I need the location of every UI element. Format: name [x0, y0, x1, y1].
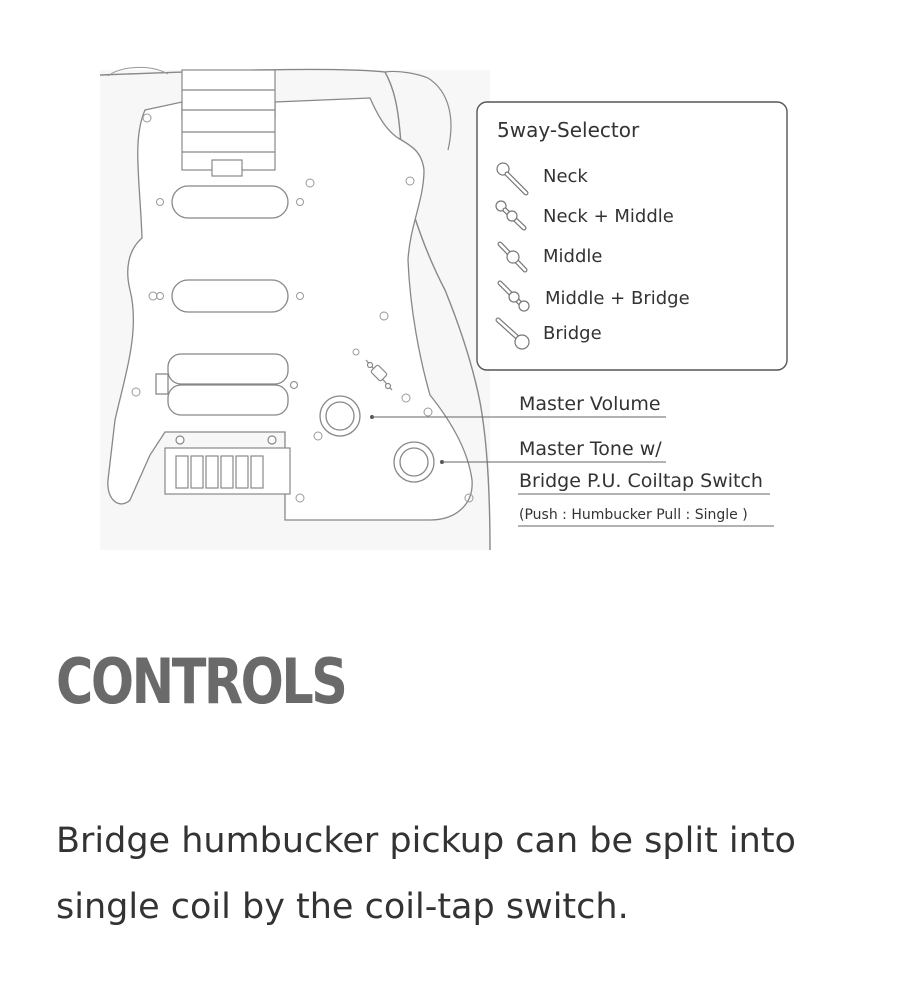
tone-knob [394, 442, 434, 482]
selector-position-bridge: Bridge [543, 323, 602, 344]
section-description: Bridge humbucker pickup can be split into single coil by the coil-tap switch. [56, 821, 796, 927]
selector-position-middle-bridge: Middle + Bridge [545, 288, 690, 309]
volume-knob [320, 396, 360, 436]
neck-pickup [172, 186, 288, 218]
coiltap-switch-label: Bridge P.U. Coiltap Switch [519, 470, 763, 492]
selector-position-neck-middle: Neck + Middle [543, 206, 674, 227]
guitar-neck [182, 70, 275, 176]
master-tone-label: Master Tone w/ [519, 438, 662, 460]
master-volume-label: Master Volume [519, 393, 661, 415]
section-heading: CONTROLS [56, 645, 346, 718]
selector-title: 5way-Selector [497, 118, 640, 142]
selector-position-neck: Neck [543, 166, 588, 187]
middle-pickup [172, 280, 288, 312]
selector-legend-box [477, 102, 787, 370]
push-pull-note: (Push : Humbucker Pull : Single ) [519, 507, 748, 523]
selector-position-middle: Middle [543, 246, 603, 267]
